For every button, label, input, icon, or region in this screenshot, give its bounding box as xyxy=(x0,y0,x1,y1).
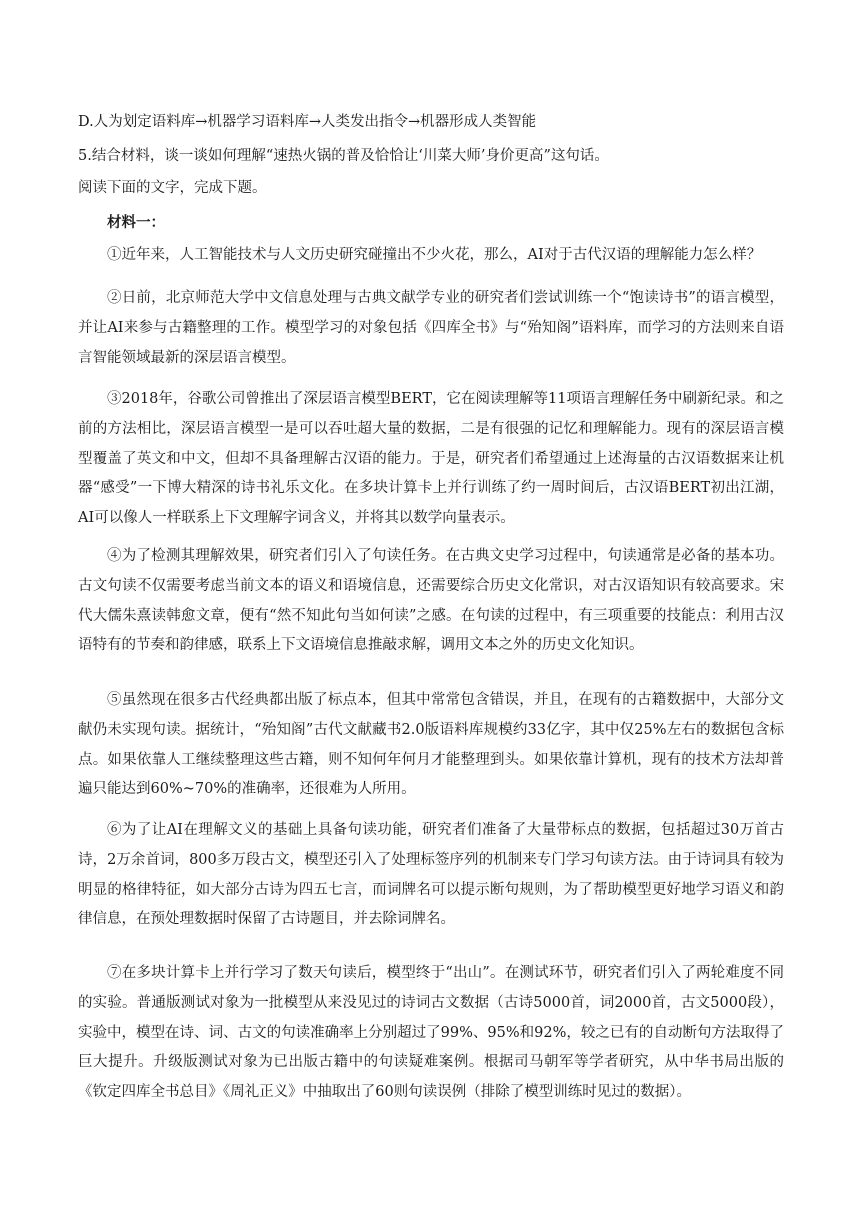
paragraph-7: ⑦在多块计算卡上并行学习了数天句读后，模型终于“出山”。在测试环节，研究者们引入了两轮难度不同的实验。普通版测试对象为一批模型从来没见过的诗词古文数据（古诗5000首，词2000首，古文5000段），实验中，模型在诗、词、古文的句读准确率上分别超过了99%、95%和92%，较之已有的自动断句方法取得了巨大提升。升级版测试对象为已出版古籍中的句读疑难案例。根据司马朝军等学者研究，从中华书局出版的《钦定四库全书总目》《周礼正义》中抽取出了60则句读误例（排除了模型训练时见过的数据）。 xyxy=(78,965,784,1101)
paragraph-2: ②日前，北京师范大学中文信息处理与古典文献学专业的研究者们尝试训练一个“饱读诗书”的语言模型，并让AI来参与古籍整理的工作。模型学习的对象包括《四库全书》与“殆知阁”语料库，而学习的方法则来自语言智能领域最新的深层语言模型。 xyxy=(78,290,784,366)
material-heading: 材料一： xyxy=(107,214,165,231)
paragraph-6: ⑥为了让AI在理解文义的基础上具备句读功能，研究者们准备了大量带标点的数据，包括超过30万首古诗，2万余首词，800多万段古文，模型还引入了处理标签序列的机制来专门学习句读方法。由于诗词具有较为明显的格律特征，如大部分古诗为四五七言，而词牌名可以提示断句规则，为了帮助模型更好地学习语义和韵律信息，在预处理数据时保留了古诗题目，并去除词牌名。 xyxy=(78,822,784,928)
paragraph-5: ⑤虽然现在很多古代经典都出版了标点本，但其中常常包含错误，并且，在现有的古籍数据中，大部分文献仍未实现句读。据统计，“殆知阁”古代文献藏书2.0版语料库规模约33亿字，其中仅25%左右的数据包含标点。如果依靠人工继续整理这些古籍，则不知何年何月才能整理到头。如果依靠计算机，现有的技术方法却普遍只能达到60%~70%的准确率，还很难为人所用。 xyxy=(78,692,784,798)
paragraph-1: ①近年来，人工智能技术与人文历史研究碰撞出不少火花，那么，AI对于古代汉语的理解能力怎么样？ xyxy=(107,247,762,263)
paragraph-4: ④为了检测其理解效果，研究者们引入了句读任务。在古典文史学习过程中，句读通常是必备的基本功。古文句读不仅需要考虑当前文本的语义和语境信息，还需要综合历史文化常识，对古汉语知识有较高要求。宋代大儒朱熹读韩愈文章，便有“然不知此句当如何读”之感。在句读的过程中，有三项重要的技能点：利用古汉语特有的节奏和韵律感，联系上下文语境信息推敲求解，调用文本之外的历史文化知识。 xyxy=(78,548,784,654)
paragraph-3: ③2018年，谷歌公司曾推出了深层语言模型BERT，它在阅读理解等11项语言理解任务中刷新纪录。和之前的方法相比，深层语言模型一是可以吞吐超大量的数据，二是有很强的记忆和理解能力。现有的深层语言模型覆盖了英文和中文，但却不具备理解古汉语的能力。于是，研究者们希望通过上述海量的古汉语数据来让机器“感受”一下博大精深的诗书礼乐文化。在多块计算卡上并行训练了约一周时间后，古汉语BERT初出江湖，AI可以像人一样联系上下文理解字词含义，并将其以数学向量表示。 xyxy=(78,391,784,527)
question-5: 5.结合材料，谈一谈如何理解“速热火锅的普及恰恰让‘川菜大师’身价更高”这句话。 xyxy=(78,148,609,164)
question-option-d: D.人为划定语料库→机器学习语料库→人类发出指令→机器形成人类智能 xyxy=(78,114,537,130)
reading-instruction: 阅读下面的文字，完成下题。 xyxy=(78,180,267,196)
